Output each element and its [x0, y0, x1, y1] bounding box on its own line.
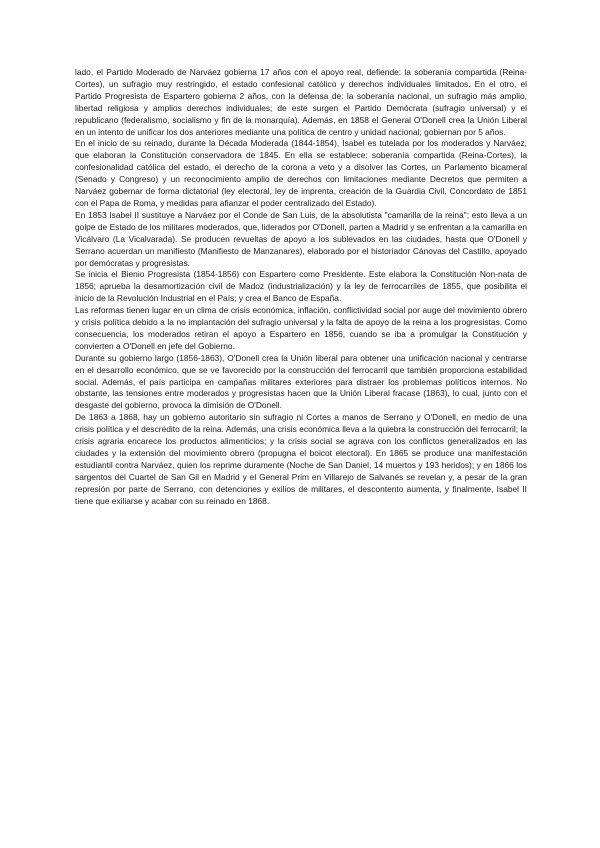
paragraph-3: En 1853 Isabel II sustituye a Narváez por el Conde de San Luis, de la absolutista "camarilla de la reina"; esto lleva a un golpe de Estado de los militares moderados, que, liderados por O'Donell, parten a Madrid y se enfrentan a la camarilla en Vicálvaro (La Vicalvarada). Se producen revueltas de apoyo a los sublevados en las ciudades, hasta que O'Donell y Serrano acuerdan un manifiesto (Manifiesto de Manzanares), elaborado por el historiador Cánovas del Castillo, apoyado por demócratas y progresistas.: [75, 209, 527, 268]
paragraph-1: lado, el Partido Moderado de Narváez gobierna 17 años con el apoyo real, defiende: la soberanía compartida (Reina-Cortes), un sufragio muy restringido, el estado confesional católico y derechos individuales limitados. En el otro, el Partido Progresista de Espartero gobierna 2 años, con la defensa de: la soberanía nacional, un sufragio más amplio, libertad religiosa y amplios derechos individuales; de este surgen el Partido Demócrata (sufragio universal) y el republicano (federalismo, socialismo y fin de la monarquía). Además, en 1858 el General O'Donell crea la Unión Liberal en un intento de unificar los dos anteriores mediante una política de centro y unidad nacional; gobiernan por 5 años.: [75, 67, 527, 137]
document-body: [75, 67, 527, 508]
paragraph-5: Las reformas tienen lugar en un clima de crisis económica, inflación, conflictividad social por auge del movimiento obrero y crisis política debido a la no implantación del sufragio universal y la falta de apoyo de la reina a los progresistas. Como consecuencia, los moderados retiran el apoyo a Espartero en 1856, cuando se iba a promulgar la Constitución y convierten a O'Donell en jefe del Gobierno.: [75, 305, 527, 351]
paragraph-6: Durante su gobierno largo (1856-1863), O'Donell crea la Unión liberal para obtener una unificación nacional y centrarse en el desarrollo económico, que se ve favorecido por la construcción del ferrocarril que también proporciona estabilidad social. Además, el país participa en campañas militares exteriores para distraer los problemas políticos internos. No obstante, las tensiones entre moderados y progresistas hacen que la Unión Liberal fracase (1863), lo cual, junto con el desgaste del gobierno, provoca la dimisión de O'Donell.: [75, 352, 527, 411]
paragraph-4: Se inicia el Bienio Progresista (1854-1856) con Espartero como Presidente. Este elabora la Constitución Non-nata de 1856; aprueba la desamortización civil de Madoz (industrialización) y la ley de ferrocarriles de 1855, que posibilita el inicio de la Revolución Industrial en el País; y crea el Banco de España.: [75, 269, 527, 304]
paragraph-2: En el inicio de su reinado, durante la Década Moderada (1844-1854), Isabel es tutelada por los moderados y Narváez, que elaboran la Constitución conservadora de 1845. En ella se establece: soberanía compartida (Reina-Cortes), la confesionalidad católica del estado, el derecho de la corona a veto y a disolver las Cortes, un Parlamento bicameral (Senado y Congreso) y un reconocimiento amplio de derechos con limitaciones mediante Decretos que permiten a Narváez gobernar de forma dictatorial (ley electoral, ley de imprenta, creación de la Guardia Civil, Concordato de 1851 con el Papa de Roma, y medidas para afianzar el poder centralizado del Estado).: [75, 138, 527, 208]
paragraph-7: De 1863 a 1868, hay un gobierno autoritario sin sufragio ni Cortes a manos de Serrano y O'Donell, en medio de una crisis política y el descrédito de la reina. Además, una crisis económica lleva a la quiebra la construcción del ferrocarril; la crisis agraria encarece los productos alimenticios; y la crisis social se agrava con los conflictos generalizados en las ciudades y la extensión del movimiento obrero (propugna el boicot electoral). En 1865 se produce una manifestación estudiantil contra Narváez, quien los reprime duramente (Noche de San Daniel, 14 muertos y 193 heridos); y en 1866 los sargentos del Cuartel de San Gil en Madrid y el General Prim en Villarejo de Salvanés se revelan y, a pesar de la gran represión por parte de Serrano, con detenciones y exilios de militares, el descontento aumenta, y finalmente, Isabel II tiene que exiliarse y acabar con su reinado en 1868.: [75, 412, 527, 506]
